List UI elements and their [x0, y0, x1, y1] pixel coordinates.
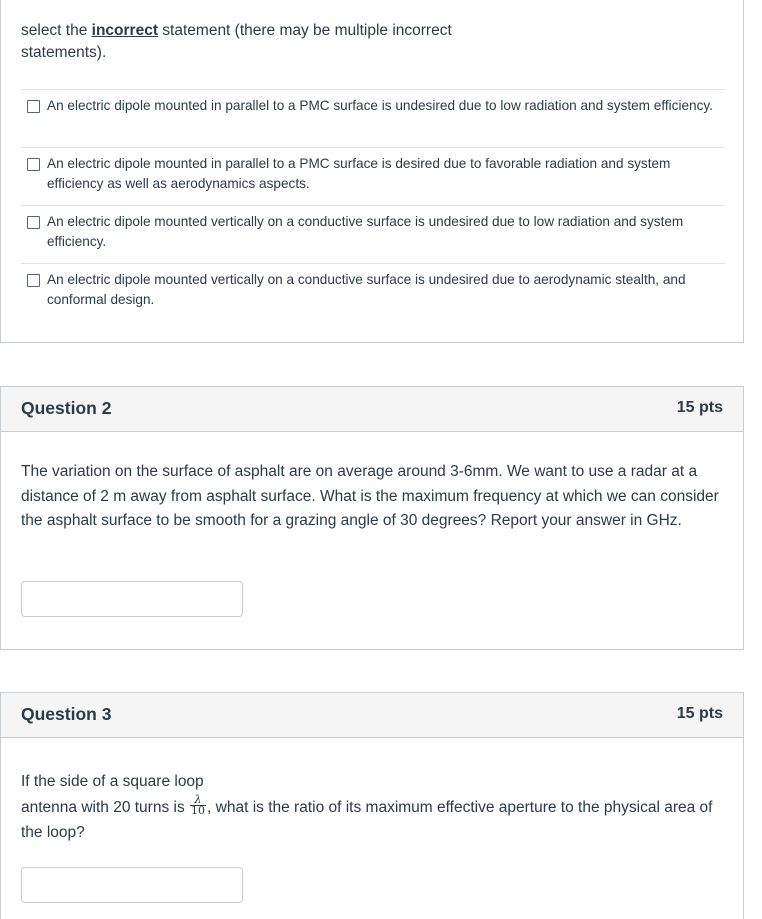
lambda-over-ten-fraction: $\frac{\lambda}{10}$: [191, 792, 206, 817]
checkbox[interactable]: [27, 274, 40, 287]
answer-option-3[interactable]: [21, 205, 725, 263]
question-3-answer-input[interactable]: [21, 867, 243, 903]
answer-option-4[interactable]: [21, 263, 725, 321]
question-2-header: [1, 387, 743, 432]
checkbox[interactable]: [27, 216, 40, 229]
answer-option-label: An electric dipole mounted in parallel to a PMC surface is desired due to favorable radiation and system efficiency as well as aerodynamics aspects.: [47, 156, 671, 191]
question-1-answers: [21, 89, 725, 321]
question-title: Question 3: [21, 704, 112, 724]
question-2-text: The variation on the surface of asphalt are on average around 3-6mm. We want to use a radar at a distance of 2 m away from asphalt surface. What is the maximum frequency at which we can consider the asphalt surface to be smooth for a grazing angle of 30 degrees? Report your answer in GHz.: [21, 463, 719, 529]
checkbox[interactable]: [27, 158, 40, 171]
question-3-line-1: If the side of a square loop: [21, 773, 204, 790]
question-1-prompt: select the incorrect statement (there may be multiple incorrect statements).: [21, 22, 452, 61]
answer-option-1[interactable]: [21, 89, 725, 147]
answer-option-label: An electric dipole mounted vertically on a conductive surface is undesired due to aerodynamic stealth, and conformal design.: [47, 272, 686, 307]
question-3-text: [21, 769, 733, 846]
question-points: 15 pts: [676, 399, 723, 416]
question-3-header: [1, 693, 743, 738]
question-3-card: [0, 692, 744, 919]
answer-option-2[interactable]: [21, 147, 725, 205]
question-points: 15 pts: [676, 705, 723, 722]
checkbox[interactable]: [27, 100, 40, 113]
question-2-card: [0, 386, 744, 650]
question-3-line-2: antenna with 20 turns is $\frac{\lambda}{10}$ , what is the ratio of its maximum effective aperture to the physical area of the loop?: [21, 792, 713, 841]
question-2-answer-input[interactable]: [21, 581, 243, 617]
question-1-card: [0, 0, 744, 343]
incorrect-emphasis: incorrect: [91, 22, 158, 39]
question-title: Question 2: [21, 398, 112, 418]
answer-option-label: An electric dipole mounted vertically on a conductive surface is undesired due to low radiation and system efficiency.: [47, 214, 684, 249]
answer-option-label: An electric dipole mounted in parallel to a PMC surface is undesired due to low radiation and system efficiency.: [47, 98, 713, 113]
